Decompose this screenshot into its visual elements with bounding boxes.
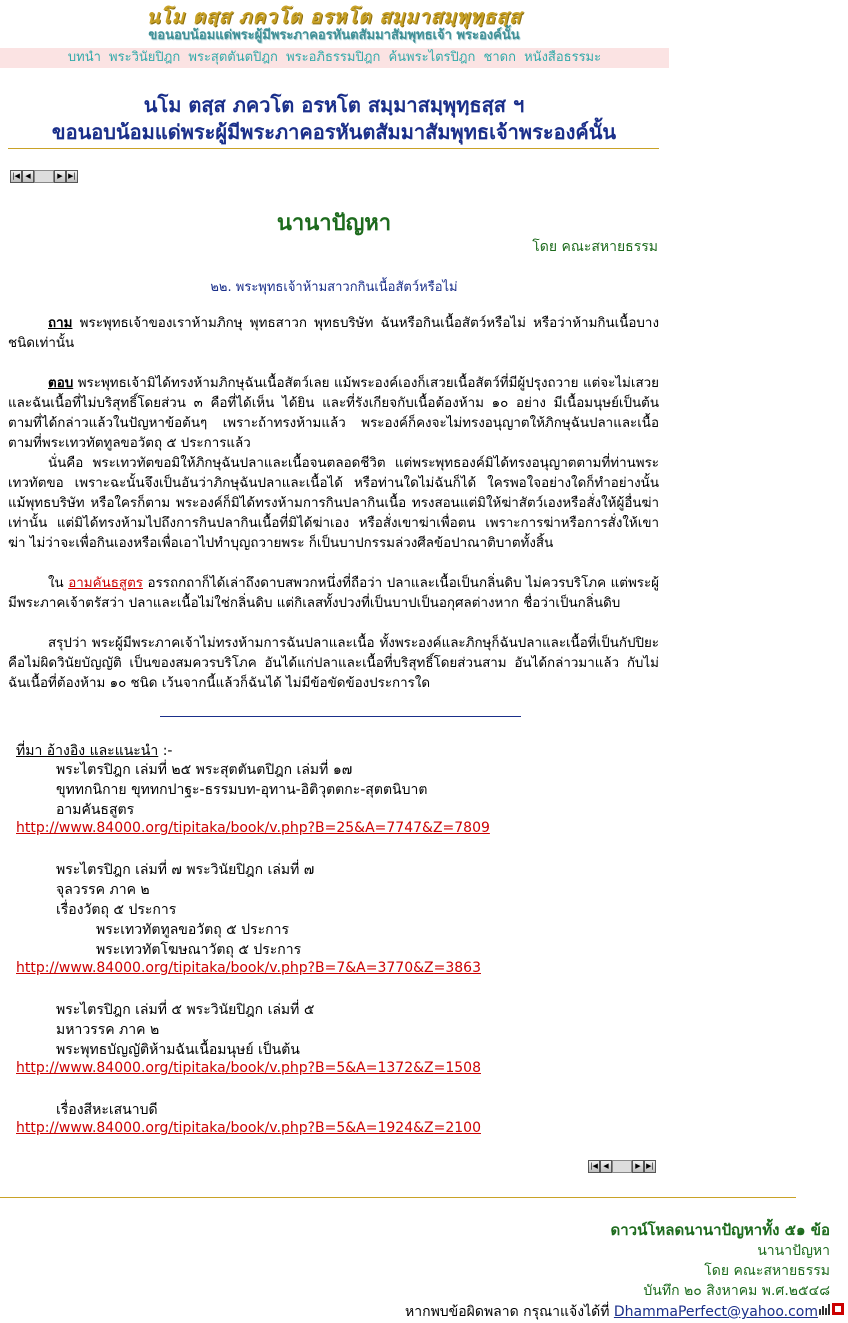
ref-3-line-1: พระไตรปิฎก เล่มที่ ๕ พระวินัยปิฎก เล่มที่ ๕ xyxy=(56,1002,315,1018)
p3-prefix: ใน xyxy=(48,576,69,591)
article-subtitle: ๒๒. พระพุทธเจ้าห้ามสาวกกินเนื้อสัตว์หรือไม่ xyxy=(210,280,458,295)
top-nav xyxy=(0,48,669,68)
footer-report xyxy=(405,1301,818,1323)
banner-thai-text: ขอนอบน้อมแด่พระผู้มีพระภาคอรหันตสัมมาสัมพุทธเจ้า พระองค์นั้น xyxy=(148,28,520,43)
nav-item-books[interactable]: หนังสือธรรมะ xyxy=(524,50,602,65)
first-page-button-bottom[interactable]: |◀ xyxy=(588,1160,600,1173)
amagandha-sutta-link[interactable]: อามคันธสูตร xyxy=(68,576,143,591)
ref-group-2 xyxy=(56,860,314,960)
ref-2-line-3: เรื่องวัตถุ ๕ ประการ xyxy=(56,902,177,918)
ref-group-1 xyxy=(56,760,427,820)
last-page-button-bottom[interactable]: ▶| xyxy=(644,1160,656,1173)
summary-paragraph: สรุปว่า พระผู้มีพระภาคเจ้าไม่ทรงห้ามการฉันปลาและเนื้อ ทั้งพระองค์และภิกษุก็ฉันปลาและเนื้อที่เป็นกัปปิยะ คือไม่ผิดวินัยบัญญัติ เป็นของสมควรบริโภค อันได้แก่ปลาและเนื้อที่บริสุทธิ์โดยส่วนสาม อันได้กล่าวมาแล้ว กับไม่ฉันเนื้อที่ต้องห้าม ๑๐ ชนิด เว้นจากนี้แล้วก็ฉันได้ ไม่มีข้อขัดข้องประการใด xyxy=(8,636,659,691)
ref-group-3 xyxy=(56,1000,314,1060)
ref-link-2[interactable]: http://www.84000.org/tipitaka/book/v.php?B=7&A=3770&Z=3863 xyxy=(16,960,481,976)
nav-item-vinaya[interactable]: พระวินัยปิฎก xyxy=(109,50,181,65)
p3-text: อรรถกถาก็ได้เล่าถึงดาบสพวกหนึ่งที่ถือว่า ปลาและเนื้อเป็นกลิ่นดิบ ไม่ควรบริโภค แต่พระผู้มีพระภาคเจ้าตรัสว่า ปลาและเนื้อไม่ใช่กลิ่นดิบ แต่กิเลสทั้งปวงที่เป็นบาปเป็นอกุศลต่างหาก ชื่อว่าเป็นกลิ่นดิบ xyxy=(8,576,660,611)
ref-2-line-1: พระไตรปิฎก เล่มที่ ๗ พระวินัยปิฎก เล่มที่ ๗ xyxy=(56,862,315,878)
email-link[interactable]: DhammaPerfect@yahoo.com xyxy=(613,1304,818,1320)
ref-2-sub-2: พระเทวทัตโฆษณาวัตถุ ๕ ประการ xyxy=(96,942,302,958)
nav-item-abhidhamma[interactable]: พระอภิธรรมปิฎก xyxy=(286,50,381,65)
prev-page-button[interactable]: ◀ xyxy=(22,170,34,183)
nav-item-intro[interactable]: บทนำ xyxy=(67,50,101,65)
pager-top xyxy=(10,170,78,183)
first-page-button[interactable]: |◀ xyxy=(10,170,22,183)
question-text: พระพุทธเจ้าของเราห้ามภิกษุ พุทธสาวก พุทธบริษัท ฉันหรือกินเนื้อสัตว์หรือไม่ หรือว่าห้ามกินเนื้อบางชนิดเท่านั้น xyxy=(8,316,659,351)
answer-paragraph-3 xyxy=(8,574,659,614)
answer-paragraph xyxy=(8,374,659,454)
pager-bottom xyxy=(588,1160,656,1173)
footer-date: บันทึก ๒๐ สิงหาคม พ.ศ.๒๕๔๘ xyxy=(643,1283,830,1299)
footer-divider xyxy=(0,1197,796,1198)
ref-3-line-2: มหาวรรค ภาค ๒ xyxy=(56,1022,160,1038)
pager-spacer-bottom xyxy=(612,1160,632,1173)
banner-pali-text: นโม ตสฺส ภควโต อรหโต สมฺมาสมฺพุทฺธสฺส xyxy=(146,6,522,28)
nav-item-sutta[interactable]: พระสุตตันตปิฎก xyxy=(188,50,278,65)
ref-link-4[interactable]: http://www.84000.org/tipitaka/book/v.php?B=5&A=1924&Z=2100 xyxy=(16,1120,481,1136)
ref-1-line-1: พระไตรปิฎก เล่มที่ ๒๕ พระสุตตันตปิฎก เล่มที่ ๑๗ xyxy=(56,762,353,778)
content-divider xyxy=(160,716,521,717)
references-heading-suffix: :- xyxy=(158,743,173,759)
pager-spacer xyxy=(34,170,54,183)
nav-item-jataka[interactable]: ชาดก xyxy=(483,50,516,65)
nav-item-search[interactable]: ค้นพระไตรปิฎก xyxy=(388,50,476,65)
hero-line-2: ขอนอบน้อมแด่พระผู้มีพระภาคอรหันตสัมมาสัมพุทธเจ้าพระองค์นั้น xyxy=(51,120,617,144)
report-text: หากพบข้อผิดพลาด กรุณาแจ้งได้ที่ xyxy=(405,1304,614,1320)
ref-1-line-3: อามคันธสูตร xyxy=(56,802,135,818)
counter-badge-icon[interactable] xyxy=(832,1303,844,1315)
header-divider xyxy=(8,148,659,149)
download-link[interactable]: ดาวน์โหลดนานาปัญหาทั้ง ๕๑ ข้อ xyxy=(610,1221,830,1239)
hero-line-1: นโม ตสฺส ภควโต อรหโต สมฺมาสมฺพุทฺธสฺส ฯ xyxy=(143,93,525,117)
stats-icon[interactable] xyxy=(818,1303,830,1315)
prev-page-button-bottom[interactable]: ◀ xyxy=(600,1160,612,1173)
ref-3-line-3: พระพุทธบัญญัติห้ามฉันเนื้อมนุษย์ เป็นต้น xyxy=(56,1042,300,1058)
ref-1-line-2: ขุททกนิกาย ขุททกปาฐะ-ธรรมบท-อุทาน-อิติวุตตกะ-สุตตนิบาต xyxy=(56,782,428,798)
next-page-button-bottom[interactable]: ▶ xyxy=(632,1160,644,1173)
next-page-button[interactable]: ▶ xyxy=(54,170,66,183)
references-heading xyxy=(16,740,172,762)
question-paragraph xyxy=(8,314,659,354)
ref-2-line-2: จุลวรรค ภาค ๒ xyxy=(56,882,150,898)
hero-heading xyxy=(0,92,668,146)
answer-label: ตอบ xyxy=(48,376,74,391)
footer-book: นานาปัญหา xyxy=(757,1243,830,1259)
article-author: โดย คณะสหายธรรม xyxy=(532,239,658,255)
answer-text: พระพุทธเจ้ามิได้ทรงห้ามภิกษุฉันเนื้อสัตว์เลย แม้พระองค์เองก็เสวยเนื้อสัตว์ที่มีผู้ปรุงถวาย แต่จะไม่เสวยและฉันเนื้อที่ไม่บริสุทธิ์โดยส่วน ๓ คือที่ได้เห็น ได้ยิน และที่รังเกียจกับเนื้อต้องห้าม ๑๐ อย่าง มีเนื้อมนุษย์เป็นต้น ตามที่ได้กล่าวแล้วในปัญหาข้อต้นๆ เพราะถ้าทรงห้ามแล้ว พระองค์ก็คงจะไม่ทรงอนุญาตให้ภิกษุฉันปลาและเนื้อตามที่พระเทวทัตทูลขอวัตถุ ๕ ประการแล้ว xyxy=(8,376,659,451)
answer-paragraph-2: นั่นคือ พระเทวทัตขอมิให้ภิกษุฉันปลาและเนื้อจนตลอดชีวิต แต่พระพุทธองค์มิได้ทรงอนุญาตตามที่ท่านพระเทวทัตขอ เพราะฉะนั้นจึงเป็นอันว่าภิกษุฉันปลาและเนื้อได้ หรือท่านใดไม่ฉันก็ได้ ใครพอใจอย่างใดก็ทำอย่างนั้น แม้พุทธบริษัท หรือใครก็ตาม พระองค์ก็มิได้ทรงห้ามการกินปลากินเนื้อ ทรงสอนแต่มิให้ฆ่าสัตว์เองหรือสั่งให้ผู้อื่นฆ่าเท่านั้น แต่มิได้ทรงห้ามไปถึงการกินปลากินเนื้อที่มิได้ฆ่าเอง หรือสั่งเขาฆ่าเพื่อตน เพราะการฆ่าหรือการสั่งให้เขาฆ่า ไม่ว่าจะเพื่อกินเองหรือเพื่อเอาไปทำบุญถวายพระ ก็เป็นบาปกรรมล่วงศีลข้อปาณาติบาตทั้งสิ้น xyxy=(8,456,659,551)
footer-counter xyxy=(818,1303,844,1315)
article-title: นานาปัญหา xyxy=(276,211,392,236)
question-label: ถาม xyxy=(48,316,73,331)
last-page-button[interactable]: ▶| xyxy=(66,170,78,183)
ref-2-sub-1: พระเทวทัตทูลขอวัตถุ ๕ ประการ xyxy=(96,922,289,938)
footer-author: โดย คณะสหายธรรม xyxy=(704,1263,830,1279)
ref-link-1[interactable]: http://www.84000.org/tipitaka/book/v.php?B=25&A=7747&Z=7809 xyxy=(16,820,490,836)
ref-group-4 xyxy=(56,1100,158,1120)
ref-4-line-1: เรื่องสีหะเสนาบดี xyxy=(56,1102,158,1118)
references-heading-text: ที่มา อ้างอิง และแนะนำ xyxy=(16,743,159,759)
ref-link-3[interactable]: http://www.84000.org/tipitaka/book/v.php?B=5&A=1372&Z=1508 xyxy=(16,1060,481,1076)
